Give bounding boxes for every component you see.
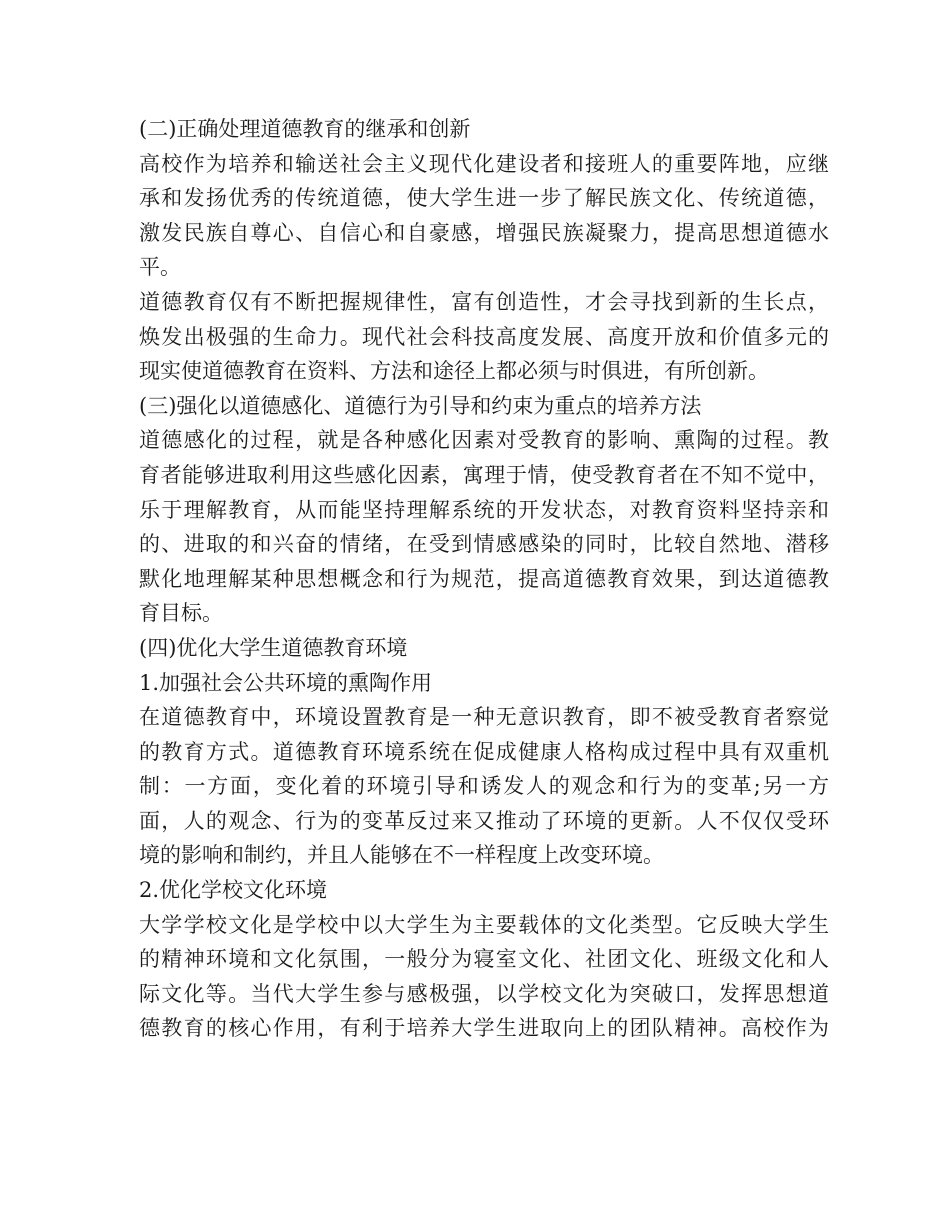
text-line: 的精神环境和文化氛围，一般分为寝室文化、社团文化、班级文化和人 <box>139 947 829 972</box>
text-line: 默化地理解某种思想概念和行为规范，提高道德教育效果，到达道德教 <box>139 566 829 591</box>
text-line: 乐于理解教育，从而能坚持理解系统的开发状态，对教育资料坚持亲和 <box>139 497 829 522</box>
text-line: 激发民族自尊心、自信心和自豪感，增强民族凝聚力，提高思想道德水 <box>139 220 829 245</box>
text-line: 育目标。 <box>139 601 223 626</box>
text-line: 高校作为培养和输送社会主义现代化建设者和接班人的重要阵地，应继 <box>139 151 829 176</box>
text-line: 2.优化学校文化环境 <box>139 878 328 903</box>
text-line: 育者能够进取利用这些感化因素，寓理于情，使受教育者在不知不觉中， <box>139 462 829 487</box>
text-line: 道德教育仅有不断把握规律性，富有创造性，才会寻找到新的生长点， <box>139 289 829 314</box>
text-line: 制：一方面，变化着的环境引导和诱发人的观念和行为的变革;另一方 <box>139 774 829 799</box>
text-line: 现实使道德教育在资料、方法和途径上都必须与时俱进，有所创新。 <box>139 359 769 384</box>
text-line: (二)正确处理道德教育的继承和创新 <box>139 117 471 141</box>
text-line: 境的影响和制约，并且人能够在不一样程度上改变环境。 <box>139 843 664 868</box>
text-line: 在道德教育中，环境设置教育是一种无意识教育，即不被受教育者察觉 <box>139 705 829 730</box>
text-line: 大学学校文化是学校中以大学生为主要载体的文化类型。它反映大学生 <box>139 912 829 937</box>
document-body <box>139 112 829 1046</box>
text-line: (三)强化以道德感化、道德行为引导和约束为重点的培养方法 <box>139 393 702 418</box>
text-line: 道德感化的过程，就是各种感化因素对受教育的影响、熏陶的过程。教 <box>139 428 829 453</box>
text-line: 承和发扬优秀的传统道德，使大学生进一步了解民族文化、传统道德， <box>139 186 829 211</box>
text-line: (四)优化大学生道德教育环境 <box>139 635 408 660</box>
text-line: 焕发出极强的生命力。现代社会科技高度发展、高度开放和价值多元的 <box>139 324 829 349</box>
text-line: 1.加强社会公共环境的熏陶作用 <box>139 670 433 695</box>
text-line: 德教育的核心作用，有利于培养大学生进取向上的团队精神。高校作为 <box>139 1016 829 1041</box>
text-line: 平。 <box>139 255 181 280</box>
text-line: 的、进取的和兴奋的情绪，在受到情感感染的同时，比较自然地、潜移 <box>139 532 829 557</box>
text-line: 际文化等。当代大学生参与感极强，以学校文化为突破口，发挥思想道 <box>139 981 829 1006</box>
text-line: 面，人的观念、行为的变革反过来又推动了环境的更新。人不仅仅受环 <box>139 808 829 833</box>
text-line: 的教育方式。道德教育环境系统在促成健康人格构成过程中具有双重机 <box>139 739 829 764</box>
